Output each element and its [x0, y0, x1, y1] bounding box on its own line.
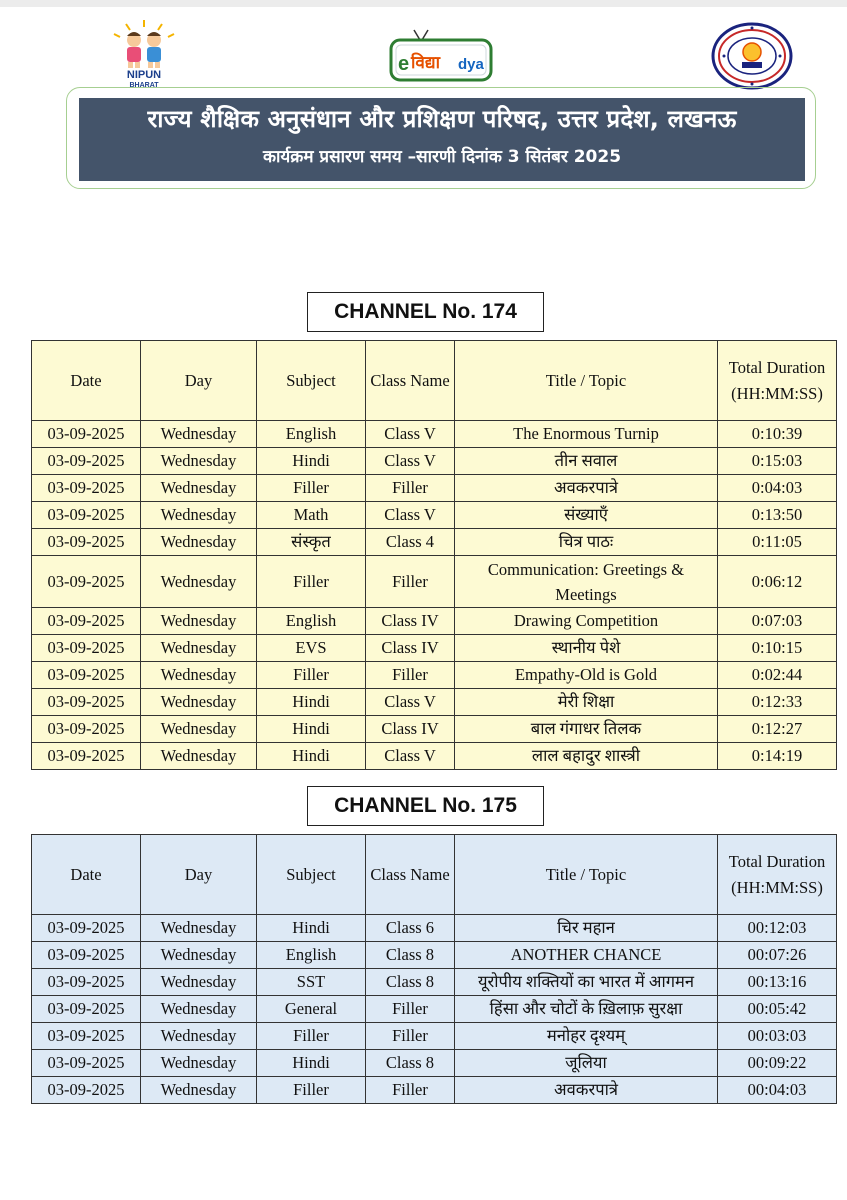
title-topic-cell: मेरी शिक्षा [455, 689, 718, 716]
table-row [32, 915, 837, 942]
title-topic-cell: अवकरपात्रे [455, 1077, 718, 1104]
bharat-logo-text: BHARAT [129, 82, 159, 88]
channel-175-rows [32, 915, 837, 1104]
channel-175-schedule-table [31, 834, 837, 1104]
class-name-cell: Class 8 [366, 969, 455, 996]
col-header-title-topic: Title / Topic [455, 835, 718, 915]
table-row [32, 421, 837, 448]
day-cell: Wednesday [141, 1077, 257, 1104]
duration-cell: 00:04:03 [718, 1077, 837, 1104]
table-header-row [32, 835, 837, 915]
date-cell: 03-09-2025 [32, 689, 141, 716]
duration-cell: 00:07:26 [718, 942, 837, 969]
class-name-cell: Filler [366, 1077, 455, 1104]
day-cell: Wednesday [141, 502, 257, 529]
day-cell: Wednesday [141, 529, 257, 556]
date-cell: 03-09-2025 [32, 915, 141, 942]
subject-cell: Filler [257, 1023, 366, 1050]
col-header-subject: Subject [257, 341, 366, 421]
col-header-class-name: Class Name [366, 835, 455, 915]
date-cell: 03-09-2025 [32, 475, 141, 502]
subject-cell: Filler [257, 556, 366, 608]
subject-cell: Hindi [257, 689, 366, 716]
title-topic-cell: चित्र पाठः [455, 529, 718, 556]
class-name-cell: Filler [366, 1023, 455, 1050]
day-cell: Wednesday [141, 556, 257, 608]
day-cell: Wednesday [141, 421, 257, 448]
subject-cell: SST [257, 969, 366, 996]
subject-cell: English [257, 608, 366, 635]
subject-cell: Filler [257, 475, 366, 502]
date-cell: 03-09-2025 [32, 996, 141, 1023]
col-header-subject: Subject [257, 835, 366, 915]
duration-cell: 0:12:27 [718, 716, 837, 743]
evidya-dya-text: dya [458, 56, 484, 73]
table-row [32, 662, 837, 689]
title-topic-cell: लाल बहादुर शास्त्री [455, 743, 718, 770]
date-cell: 03-09-2025 [32, 421, 141, 448]
table-row [32, 743, 837, 770]
title-topic-cell: अवकरपात्रे [455, 475, 718, 502]
title-topic-cell: संख्याएँ [455, 502, 718, 529]
table-row [32, 996, 837, 1023]
table-row [32, 529, 837, 556]
duration-cell: 00:12:03 [718, 915, 837, 942]
subject-cell: English [257, 942, 366, 969]
class-name-cell: Class IV [366, 716, 455, 743]
table-header-row [32, 341, 837, 421]
day-cell: Wednesday [141, 1050, 257, 1077]
class-name-cell: Class V [366, 448, 455, 475]
header-banner [79, 98, 805, 181]
title-topic-cell: जूलिया [455, 1050, 718, 1077]
title-topic-cell: हिंसा और चोटों के ख़िलाफ़ सुरक्षा [455, 996, 718, 1023]
day-cell: Wednesday [141, 942, 257, 969]
day-cell: Wednesday [141, 448, 257, 475]
title-topic-cell: Communication: Greetings & Meetings [455, 556, 718, 608]
channel-174-rows [32, 421, 837, 770]
subject-cell: संस्कृत [257, 529, 366, 556]
day-cell: Wednesday [141, 743, 257, 770]
table-row [32, 448, 837, 475]
table-row [32, 942, 837, 969]
duration-cell: 0:02:44 [718, 662, 837, 689]
evidya-logo [386, 28, 496, 84]
duration-cell: 00:09:22 [718, 1050, 837, 1077]
duration-cell: 0:04:03 [718, 475, 837, 502]
col-header-date: Date [32, 835, 141, 915]
table-row [32, 689, 837, 716]
table-row [32, 635, 837, 662]
class-name-cell: Class V [366, 689, 455, 716]
title-topic-cell: ANOTHER CHANCE [455, 942, 718, 969]
date-cell: 03-09-2025 [32, 448, 141, 475]
table-row [32, 556, 837, 608]
channel-175-label: CHANNEL No. 175 [307, 786, 544, 826]
col-header-class-name: Class Name [366, 341, 455, 421]
date-cell: 03-09-2025 [32, 1023, 141, 1050]
date-cell: 03-09-2025 [32, 608, 141, 635]
class-name-cell: Class V [366, 743, 455, 770]
col-header-day: Day [141, 341, 257, 421]
page-title: राज्य शैक्षिक अनुसंधान और प्रशिक्षण परिषद, उत्तर प्रदेश, लखनऊ [147, 105, 737, 133]
duration-cell: 0:15:03 [718, 448, 837, 475]
subject-cell: Hindi [257, 448, 366, 475]
class-name-cell: Class 6 [366, 915, 455, 942]
title-topic-cell: यूरोपीय शक्तियों का भारत में आगमन [455, 969, 718, 996]
table-row [32, 969, 837, 996]
day-cell: Wednesday [141, 1023, 257, 1050]
subject-cell: Filler [257, 1077, 366, 1104]
class-name-cell: Filler [366, 662, 455, 689]
nipun-bharat-logo [106, 18, 182, 88]
date-cell: 03-09-2025 [32, 1077, 141, 1104]
day-cell: Wednesday [141, 716, 257, 743]
day-cell: Wednesday [141, 635, 257, 662]
page-subtitle: कार्यक्रम प्रसारण समय –सारणी दिनांक 3 सितंबर 2025 [262, 147, 622, 167]
class-name-cell: Class 4 [366, 529, 455, 556]
duration-cell: 0:06:12 [718, 556, 837, 608]
duration-cell: 00:13:16 [718, 969, 837, 996]
duration-cell: 0:07:03 [718, 608, 837, 635]
date-cell: 03-09-2025 [32, 662, 141, 689]
date-cell: 03-09-2025 [32, 969, 141, 996]
date-cell: 03-09-2025 [32, 529, 141, 556]
day-cell: Wednesday [141, 689, 257, 716]
day-cell: Wednesday [141, 662, 257, 689]
title-topic-cell: The Enormous Turnip [455, 421, 718, 448]
subject-cell: Filler [257, 662, 366, 689]
subject-cell: English [257, 421, 366, 448]
subject-cell: Math [257, 502, 366, 529]
duration-cell: 0:12:33 [718, 689, 837, 716]
subject-cell: General [257, 996, 366, 1023]
nipun-logo-text: NIPUN [126, 69, 162, 81]
table-row [32, 1023, 837, 1050]
date-cell: 03-09-2025 [32, 716, 141, 743]
table-row [32, 502, 837, 529]
table-row [32, 475, 837, 502]
class-name-cell: Class 8 [366, 1050, 455, 1077]
col-header-total-duration: Total Duration (HH:MM:SS) [718, 341, 837, 421]
evidya-e-text: e [398, 53, 410, 75]
date-cell: 03-09-2025 [32, 502, 141, 529]
class-name-cell: Class IV [366, 635, 455, 662]
subject-cell: Hindi [257, 915, 366, 942]
evidya-vi-text: विद्या [411, 53, 440, 73]
channel-174-schedule-table [31, 340, 837, 770]
duration-cell: 0:13:50 [718, 502, 837, 529]
duration-cell: 0:10:15 [718, 635, 837, 662]
class-name-cell: Class IV [366, 608, 455, 635]
title-topic-cell: बाल गंगाधर तिलक [455, 716, 718, 743]
col-header-day: Day [141, 835, 257, 915]
table-row [32, 1050, 837, 1077]
subject-cell: Hindi [257, 716, 366, 743]
title-topic-cell: स्थानीय पेशे [455, 635, 718, 662]
class-name-cell: Class 8 [366, 942, 455, 969]
subject-cell: EVS [257, 635, 366, 662]
top-edge-strip [0, 0, 847, 7]
duration-cell: 0:11:05 [718, 529, 837, 556]
day-cell: Wednesday [141, 969, 257, 996]
channel-174-label: CHANNEL No. 174 [307, 292, 544, 332]
date-cell: 03-09-2025 [32, 942, 141, 969]
scert-seal-logo [710, 22, 794, 90]
title-topic-cell: तीन सवाल [455, 448, 718, 475]
subject-cell: Hindi [257, 743, 366, 770]
duration-cell: 00:03:03 [718, 1023, 837, 1050]
duration-cell: 0:14:19 [718, 743, 837, 770]
date-cell: 03-09-2025 [32, 743, 141, 770]
title-topic-cell: मनोहर दृश्यम् [455, 1023, 718, 1050]
class-name-cell: Filler [366, 996, 455, 1023]
day-cell: Wednesday [141, 475, 257, 502]
title-topic-cell: Drawing Competition [455, 608, 718, 635]
date-cell: 03-09-2025 [32, 635, 141, 662]
title-topic-cell: चिर महान [455, 915, 718, 942]
table-row [32, 1077, 837, 1104]
class-name-cell: Filler [366, 556, 455, 608]
col-header-total-duration: Total Duration (HH:MM:SS) [718, 835, 837, 915]
subject-cell: Hindi [257, 1050, 366, 1077]
class-name-cell: Class V [366, 421, 455, 448]
class-name-cell: Class V [366, 502, 455, 529]
day-cell: Wednesday [141, 996, 257, 1023]
date-cell: 03-09-2025 [32, 1050, 141, 1077]
table-row [32, 608, 837, 635]
duration-cell: 00:05:42 [718, 996, 837, 1023]
col-header-date: Date [32, 341, 141, 421]
col-header-title-topic: Title / Topic [455, 341, 718, 421]
title-topic-cell: Empathy-Old is Gold [455, 662, 718, 689]
date-cell: 03-09-2025 [32, 556, 141, 608]
table-row [32, 716, 837, 743]
class-name-cell: Filler [366, 475, 455, 502]
day-cell: Wednesday [141, 915, 257, 942]
duration-cell: 0:10:39 [718, 421, 837, 448]
day-cell: Wednesday [141, 608, 257, 635]
